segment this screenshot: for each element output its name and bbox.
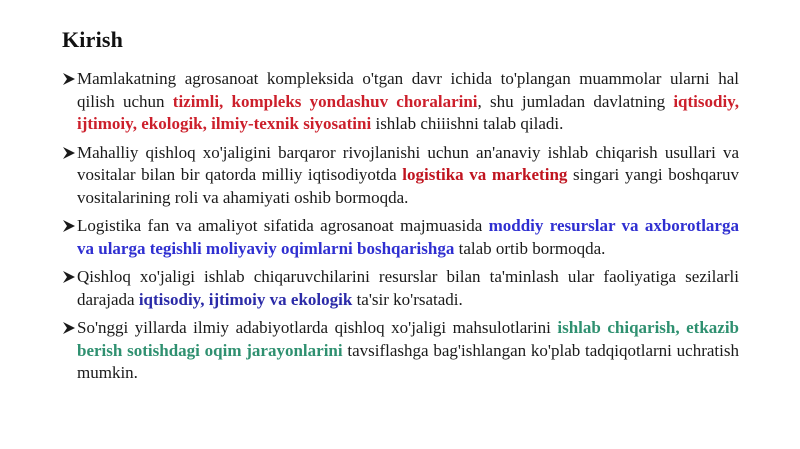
bullet-text: , shu jumladan davlatning — [477, 91, 674, 111]
bullet-item — [62, 215, 739, 260]
bullet-text: singari yangi boshqaruv vositalarining roli va ahamiyati oshib bormoqda. — [77, 165, 740, 207]
bullet-text: Logistika fan va amaliyot sifatida agrosanoat majmuasida — [77, 216, 489, 235]
highlight-text: iqtisodiy, ijtimoiy va ekologik — [138, 289, 353, 309]
bullet-item — [62, 317, 739, 385]
bullet-text: Qishloq xo'jaligi ishlab chiqaruvchilarini resurslar bilan ta'minlash ular faoliyatiga sezilarli darajada — [77, 267, 739, 309]
arrow-bullet-icon — [62, 219, 76, 233]
bullet-text: Mamlakatning agrosanoat kompleksida o'tgan davr ichida to'plangan muammolar ularni hal qilish uchun — [77, 69, 739, 111]
highlight-text: moddiy resurslar va axborotlarga va ularga tegishli moliyaviy oqimlarni boshqarishga — [77, 216, 739, 258]
bullet-text: ishlab chiiishni talab qiladi. — [371, 114, 564, 133]
arrow-bullet-icon — [62, 72, 76, 86]
bullet-item — [62, 68, 739, 136]
bullet-text: Mahalliy qishloq xo'jaligini barqaror rivojlanishi uchun an'anaviy ishlab chiqarish usullari va vositalar bilan bir qatorda milliy iqtisodiyotda — [77, 142, 739, 184]
arrow-bullet-icon — [62, 146, 76, 160]
arrow-bullet-icon — [62, 321, 76, 335]
bullet-item — [62, 142, 739, 210]
bullet-list — [62, 68, 739, 391]
highlight-text: ishlab chiqarish, etkazib berish sotishdagi oqim jarayonlarini — [77, 318, 740, 360]
slide-title: Kirish — [62, 27, 124, 52]
bullet-text: tavsiflashga bag'ishlangan ko'plab tadqiqotlarni uchratish mumkin. — [77, 340, 739, 382]
bullet-text: talab ortib bormoqda. — [454, 238, 606, 258]
highlight-text: tizimli, kompleks yondashuv choralarini — [172, 91, 478, 111]
bullet-item — [62, 266, 739, 311]
bullet-text: ta'sir ko'rsatadi. — [352, 289, 463, 309]
highlight-text: logistika va marketing — [402, 165, 568, 184]
bullet-text: So'nggi yillarda ilmiy adabiyotlarda qishloq xo'jaligi mahsulotlarini — [77, 318, 558, 337]
arrow-bullet-icon — [62, 270, 76, 284]
highlight-text: iqtisodiy, ijtimoiy, ekologik, ilmiy-texnik siyosatini — [77, 91, 739, 133]
